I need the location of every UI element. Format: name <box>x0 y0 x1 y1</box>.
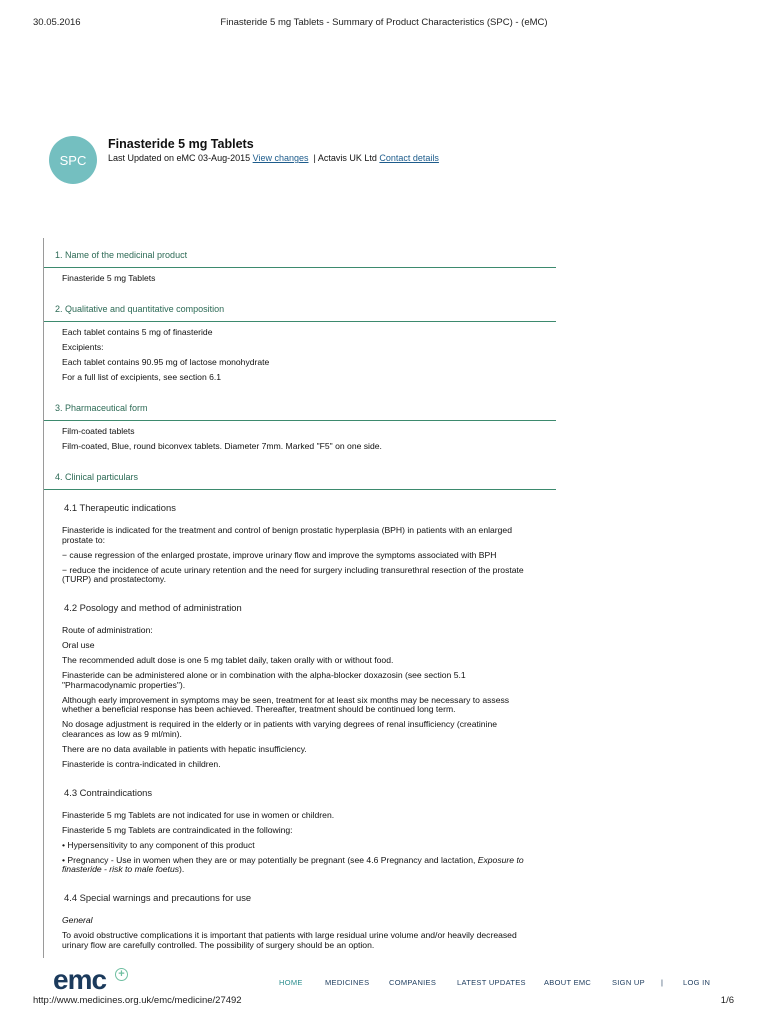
section-heading-3[interactable]: 3. Pharmaceutical form <box>44 391 556 421</box>
pregnancy-line <box>62 856 536 875</box>
pregnancy-text: • Pregnancy - Use in women when they are or may potentially be pregnant (see 4.6 Pregnancy and lactation, <box>62 854 478 865</box>
nav-divider: | <box>661 978 664 987</box>
subsection-heading-4-3: 4.3 Contraindications <box>64 786 153 798</box>
pregnancy-end: ). <box>179 864 185 875</box>
text-line: Each tablet contains 90.95 mg of lactose monohydrate <box>62 357 270 367</box>
text-line: Finasteride 5 mg Tablets are not indicated for use in women or children. <box>62 809 335 820</box>
pregnancy-italic: Exposure to finasteride - risk to male foetus <box>62 854 524 875</box>
plus-icon: + <box>115 968 128 981</box>
text-line: • Hypersensitivity to any component of this product <box>62 839 255 850</box>
nav-medicines[interactable]: MEDICINES <box>325 978 370 987</box>
nav-about-emc[interactable]: ABOUT EMC <box>544 978 592 987</box>
text-line: There are no data available in patients with hepatic insufficiency. <box>62 743 307 754</box>
page-title: Finasteride 5 mg Tablets <box>108 137 254 151</box>
text-line: For a full list of excipients, see section 6.1 <box>62 372 222 382</box>
print-date: 30.05.2016 <box>33 17 81 28</box>
nav-latest-updates[interactable]: LATEST UPDATES <box>457 978 526 987</box>
subsection-body-4-1 <box>44 526 556 585</box>
print-title: Finasteride 5 mg Tablets - Summary of Product Characteristics (SPC) - (eMC) <box>220 17 548 28</box>
text-line: Although early improvement in symptoms may be seen, treatment for at least six months may be necessary to assess whether a beneficial response has been achieved. Thereafter, treatment should be continued long term. <box>62 694 510 715</box>
text-line: To avoid obstructive complications it is important that patients with large residual urine volume and/or heavily decreased urinary flow are carefully controlled. The possibility of surgery should be an option. <box>62 930 517 950</box>
section-body-1 <box>44 268 556 292</box>
subsection-heading-4-4: 4.4 Special warnings and precautions for use <box>64 892 252 904</box>
section-body-3 <box>44 421 556 460</box>
spc-badge-icon: SPC <box>49 136 97 184</box>
text-line: Finasteride is indicated for the treatment and control of benign prostatic hyperplasia (BPH) in patients with an enlarged prostate to: <box>62 525 512 545</box>
text-line: Each tablet contains 5 mg of finasteride <box>62 327 213 337</box>
contact-details-link[interactable]: Contact details <box>379 153 439 163</box>
emc-logo[interactable]: emc <box>53 964 107 995</box>
company-name: | Actavis UK Ltd <box>313 153 377 163</box>
subsection-body-4-2 <box>44 626 556 769</box>
text-line: Film-coated, Blue, round biconvex tablets. Diameter 7mm. Marked "F5" on one side. <box>62 441 382 451</box>
text-line: − cause regression of the enlarged prostate, improve urinary flow and improve the symptoms associated with BPH <box>62 549 497 560</box>
last-updated-line <box>108 153 439 163</box>
nav-home[interactable]: HOME <box>279 978 303 987</box>
section-heading-2[interactable]: 2. Qualitative and quantitative composition <box>44 292 556 322</box>
general-label: General <box>62 915 93 926</box>
page-number: 1/6 <box>720 995 734 1006</box>
text-line: Finasteride 5 mg Tablets <box>62 273 156 283</box>
subsection-heading-4-1: 4.1 Therapeutic indications <box>64 502 176 513</box>
section-heading-1[interactable]: 1. Name of the medicinal product <box>44 238 556 268</box>
text-line: Finasteride 5 mg Tablets are contraindicated in the following: <box>62 824 293 835</box>
text-line: Oral use <box>62 640 95 651</box>
subsection-heading-4-2: 4.2 Posology and method of administration <box>64 602 242 614</box>
text-line: Excipients: <box>62 342 104 352</box>
text-line: − reduce the incidence of acute urinary retention and the need for surgery including transurethral resection of the prostate (TURP) and prostatectomy. <box>62 564 524 585</box>
text-line: Finasteride is contra-indicated in children. <box>62 758 221 769</box>
nav-log-in[interactable]: LOG IN <box>683 978 711 987</box>
text-line: Route of administration: <box>62 625 153 636</box>
section-heading-4[interactable]: 4. Clinical particulars <box>44 460 556 490</box>
page-url: http://www.medicines.org.uk/emc/medicine/27492 <box>33 995 242 1006</box>
last-updated-text: Last Updated on eMC 03-Aug-2015 <box>108 153 251 163</box>
view-changes-link[interactable]: View changes <box>252 153 309 163</box>
text-line: No dosage adjustment is required in the elderly or in patients with varying degrees of renal insufficiency (creatinine clearances as low as 9 ml/min). <box>62 719 498 739</box>
subsection-body-4-4 <box>44 916 556 950</box>
nav-companies[interactable]: COMPANIES <box>389 978 437 987</box>
subsection-body-4-3 <box>44 811 556 875</box>
section-body-2 <box>44 322 556 391</box>
spc-content <box>43 238 556 958</box>
nav-sign-up[interactable]: SIGN UP <box>612 978 645 987</box>
text-line: Film-coated tablets <box>62 426 135 436</box>
text-line: The recommended adult dose is one 5 mg tablet daily, taken orally with or without food. <box>62 655 394 666</box>
text-line: Finasteride can be administered alone or in combination with the alpha-blocker doxazosin (see section 5.1 "Pharmacodynamic properties"). <box>62 670 466 690</box>
print-header <box>0 17 768 31</box>
